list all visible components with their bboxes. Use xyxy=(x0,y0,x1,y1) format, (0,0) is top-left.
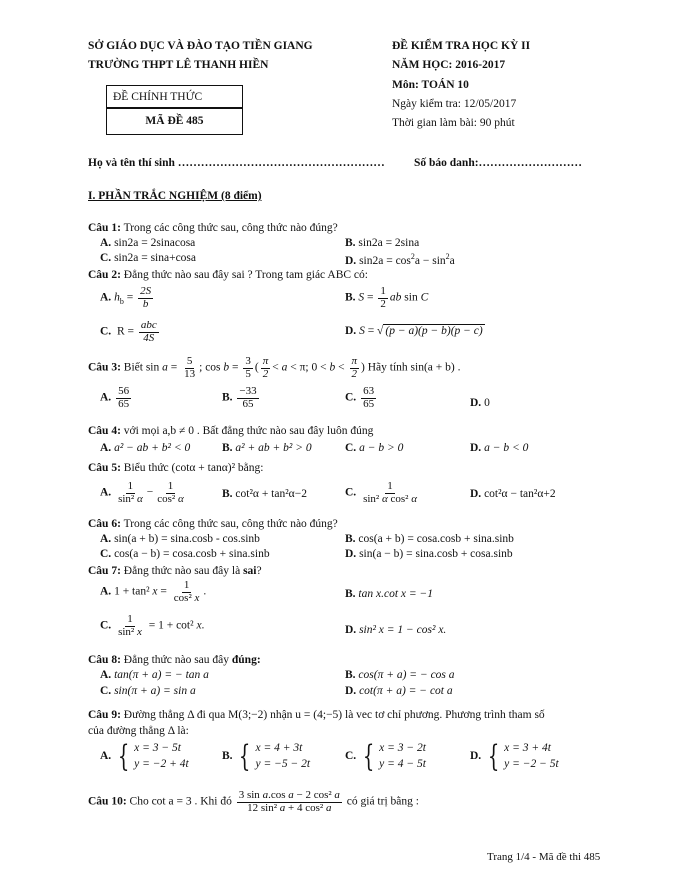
q9-option-d: D. { x = 3 + 4t y = −2 − 5t xyxy=(470,738,559,774)
question-label: Câu 5: xyxy=(88,462,121,474)
section-title: I. PHẦN TRẮC NGHIỆM (8 điểm) xyxy=(88,190,262,202)
q1-option-d: D. $\sin 2a = \cos^2a - \sin^2a$ xyxy=(345,252,455,267)
q9-option-c: C. { x = 3 − 2t y = 4 − 5t xyxy=(345,738,426,774)
question-text: Đẳng thức nào sau đây sai ? Trong tam giác ABC có: xyxy=(123,269,368,281)
q6-option-b: B. cos(a + b) = cosa.cosb + sina.sinb xyxy=(345,533,514,545)
question-9 xyxy=(88,709,545,721)
q1-option-c: C. sin2a = sina+cosa xyxy=(100,252,197,264)
department-name: SỞ GIÁO DỤC VÀ ĐÀO TẠO TIỀN GIANG xyxy=(88,40,313,52)
question-text: với mọi a,b ≠ 0 . Bất đẳng thức nào sau đây luôn đúng xyxy=(123,425,374,437)
q8-option-b: B. cos(π + a) = − cos a xyxy=(345,669,455,681)
question-label: Câu 2: xyxy=(88,269,121,281)
q8-option-c: C. sin(π + a) = sin a xyxy=(100,685,196,697)
option-text: cos(π + a) = − cos a xyxy=(358,669,455,681)
option-text: sin2a = 2sinacosa xyxy=(114,237,196,249)
school-name: TRƯỜNG THPT LÊ THANH HIỀN xyxy=(88,59,269,71)
subject: Môn: TOÁN 10 xyxy=(392,79,469,91)
q5-option-b: B. cot²α + tan²α−2 xyxy=(222,488,307,500)
option-text: cot(π + a) = − cot a xyxy=(359,685,453,697)
q3-option-a: A. $\frac{56}{65}$ xyxy=(100,385,130,410)
q8-option-a: A. tan(π + a) = − tan a xyxy=(100,669,209,681)
question-10: Câu 10: Cho cot a = 3 . Khi đó $\frac{\text{3 sin a.cos a − 2 cos² a}}{\text{12 sin² a + 4 cos² a}}$ có giá trị bằng : xyxy=(88,789,419,814)
option-text: a − sin xyxy=(414,254,446,267)
question-3: Câu 3: Biết sin a = $\frac{5}{13}$ ; cos b = $\frac{3}{5}$ ( $\frac{\pi}{2}$ < a < π; 0 < b < $\frac{\pi}{2}$ ) Hãy tính sin(a + b) . xyxy=(88,355,461,380)
school-year: NĂM HỌC: 2016-2017 xyxy=(392,59,506,71)
q5-option-d: D. cot²α − tan²α+2 xyxy=(470,488,556,500)
q9-option-b: B. { x = 4 + 3t y = −5 − 2t xyxy=(222,738,311,774)
question-label: Câu 8: xyxy=(88,654,121,666)
option-text: tan x.cot x = −1 xyxy=(358,588,434,600)
question-text: Trong các công thức sau, công thức nào đúng? xyxy=(123,222,338,234)
exam-date: Ngày kiểm tra: 12/05/2017 xyxy=(392,98,517,110)
q6-option-c: C. cos(a − b) = cosa.cosb + sina.sinb xyxy=(100,548,270,560)
q7-option-b: B. tan x.cot x = −1 xyxy=(345,588,434,600)
q4-option-d: D. a − b < 0 xyxy=(470,442,529,454)
option-text: cos(a + b) = cosa.cosb + sina.sinb xyxy=(358,533,514,545)
option-text: sin2a = 2sina xyxy=(358,237,420,249)
question-text: Trong các công thức sau, công thức nào đúng? xyxy=(123,518,338,530)
question-4 xyxy=(88,425,373,437)
option-text: a² − ab + b² < 0 xyxy=(114,442,191,454)
question-text: Biểu thức (cotα + tanα)² bằng: xyxy=(123,462,264,474)
student-name-field: Họ và tên thí sinh ……………………………………………… xyxy=(88,157,385,169)
q2-option-b: B. S = $\frac{1}{2}$ ab sin C xyxy=(345,285,429,310)
page-footer: Trang 1/4 - Mã đề thi 485 xyxy=(487,851,601,863)
option-text: sin(a − b) = sina.cosb + cosa.sinb xyxy=(359,548,513,560)
exam-code: MÃ ĐỀ 485 xyxy=(145,115,204,127)
question-text-end: có giá trị bằng : xyxy=(346,795,419,808)
question-label: Câu 7: xyxy=(88,565,121,577)
q6-option-d: D. sin(a − b) = sina.cosb + cosa.sinb xyxy=(345,548,513,560)
question-6 xyxy=(88,518,338,530)
question-label: Câu 3: xyxy=(88,361,121,374)
q8-option-d: D. cot(π + a) = − cot a xyxy=(345,685,453,697)
official-box xyxy=(106,85,243,109)
student-id-field: Số báo danh:……………………… xyxy=(414,157,583,169)
exam-duration: Thời gian làm bài: 90 phút xyxy=(392,117,515,129)
option-text: sin(π + a) = sin a xyxy=(114,685,196,697)
official-label: ĐỀ CHÍNH THỨC xyxy=(113,91,203,103)
q4-option-a: A. a² − ab + b² < 0 xyxy=(100,442,191,454)
option-text: cot²α − tan²α+2 xyxy=(484,488,556,500)
question-mark: ? xyxy=(256,565,262,577)
q2-option-c: C. R = $\frac{\text{abc}}{4S}$ xyxy=(100,319,157,344)
question-7 xyxy=(88,565,262,577)
q3-option-d: D. 0 xyxy=(470,397,490,409)
question-emphasis: đúng: xyxy=(231,654,261,666)
q7-option-d: D. sin² x = 1 − cos² x. xyxy=(345,624,447,636)
q4-option-c: C. a − b > 0 xyxy=(345,442,404,454)
question-emphasis: sai xyxy=(243,565,257,577)
question-label: Câu 6: xyxy=(88,518,121,530)
q2-option-d: D. S = √ (p − a)(p − b)(p − c) xyxy=(345,325,483,337)
question-text: Đẳng thức nào sau đây xyxy=(123,654,230,666)
question-text: Đường thẳng Δ đi qua M(3;−2) nhận u = (4;−5) là vec tơ chỉ phương. Phương trình tham số xyxy=(123,709,545,721)
q2-option-a: A. $h_b$ = $\frac{2S}{b}$ xyxy=(100,285,152,310)
option-text: sin2a = cos xyxy=(359,254,411,267)
option-text: sin2a = sina+cosa xyxy=(114,252,197,264)
question-text: Cho cot a = 3 . Khi đó xyxy=(129,795,232,808)
exam-code-box xyxy=(106,107,243,135)
q1-option-a: A. sin2a = 2sinacosa xyxy=(100,237,196,249)
question-9-cont: của đường thẳng Δ là: xyxy=(88,725,189,737)
q7-option-a: A. 1 + tan² x = $\frac{1}{\text{cos² x}}$ . xyxy=(100,579,207,604)
q7-option-c: C. $\frac{1}{\text{sin² x}}$ = 1 + cot² x. xyxy=(100,613,205,638)
question-text: Biết xyxy=(123,361,143,374)
q5-option-a: A. $\frac{1}{\text{sin² α}}$ − $\frac{1}{\text{cos² α}}$ xyxy=(100,480,184,505)
question-1 xyxy=(88,222,338,234)
option-text: a − b > 0 xyxy=(359,442,404,454)
exam-title: ĐỀ KIỂM TRA HỌC KỲ II xyxy=(392,40,531,52)
option-text: tan(π + a) = − tan a xyxy=(114,669,209,681)
option-text: a − b < 0 xyxy=(484,442,529,454)
question-2 xyxy=(88,269,368,281)
question-text: Đẳng thức nào sau đây là xyxy=(123,565,241,577)
option-text: cos(a − b) = cosa.cosb + sina.sinb xyxy=(114,548,270,560)
option-text: sin(a + b) = sina.cosb - cos.sinb xyxy=(114,533,260,545)
question-5 xyxy=(88,462,263,474)
option-text: sin² x = 1 − cos² x. xyxy=(359,624,447,636)
question-label: Câu 1: xyxy=(88,222,121,234)
question-label: Câu 9: xyxy=(88,709,121,721)
option-text: a² + ab + b² > 0 xyxy=(235,442,312,454)
option-text: 0 xyxy=(484,397,490,409)
q5-option-c: C. $\frac{1}{\text{sin² α cos² α}}$ xyxy=(345,480,417,505)
q4-option-b: B. a² + ab + b² > 0 xyxy=(222,442,312,454)
question-text-end: Hãy tính sin(a + b) . xyxy=(367,361,461,374)
q3-option-b: B. $\frac{-33}{65}$ xyxy=(222,385,257,410)
question-8 xyxy=(88,654,261,666)
q6-option-a: A. sin(a + b) = sina.cosb - cos.sinb xyxy=(100,533,260,545)
q3-option-c: C. $\frac{63}{65}$ xyxy=(345,385,375,410)
option-text: cot²α + tan²α−2 xyxy=(235,488,307,500)
question-label: Câu 4: xyxy=(88,425,121,437)
q1-option-b: B. sin2a = 2sina xyxy=(345,237,420,249)
option-text: a xyxy=(449,254,455,267)
q9-option-a: A. { x = 3 − 5t y = −2 + 4t xyxy=(100,738,189,774)
question-label: Câu 10: xyxy=(88,795,127,808)
